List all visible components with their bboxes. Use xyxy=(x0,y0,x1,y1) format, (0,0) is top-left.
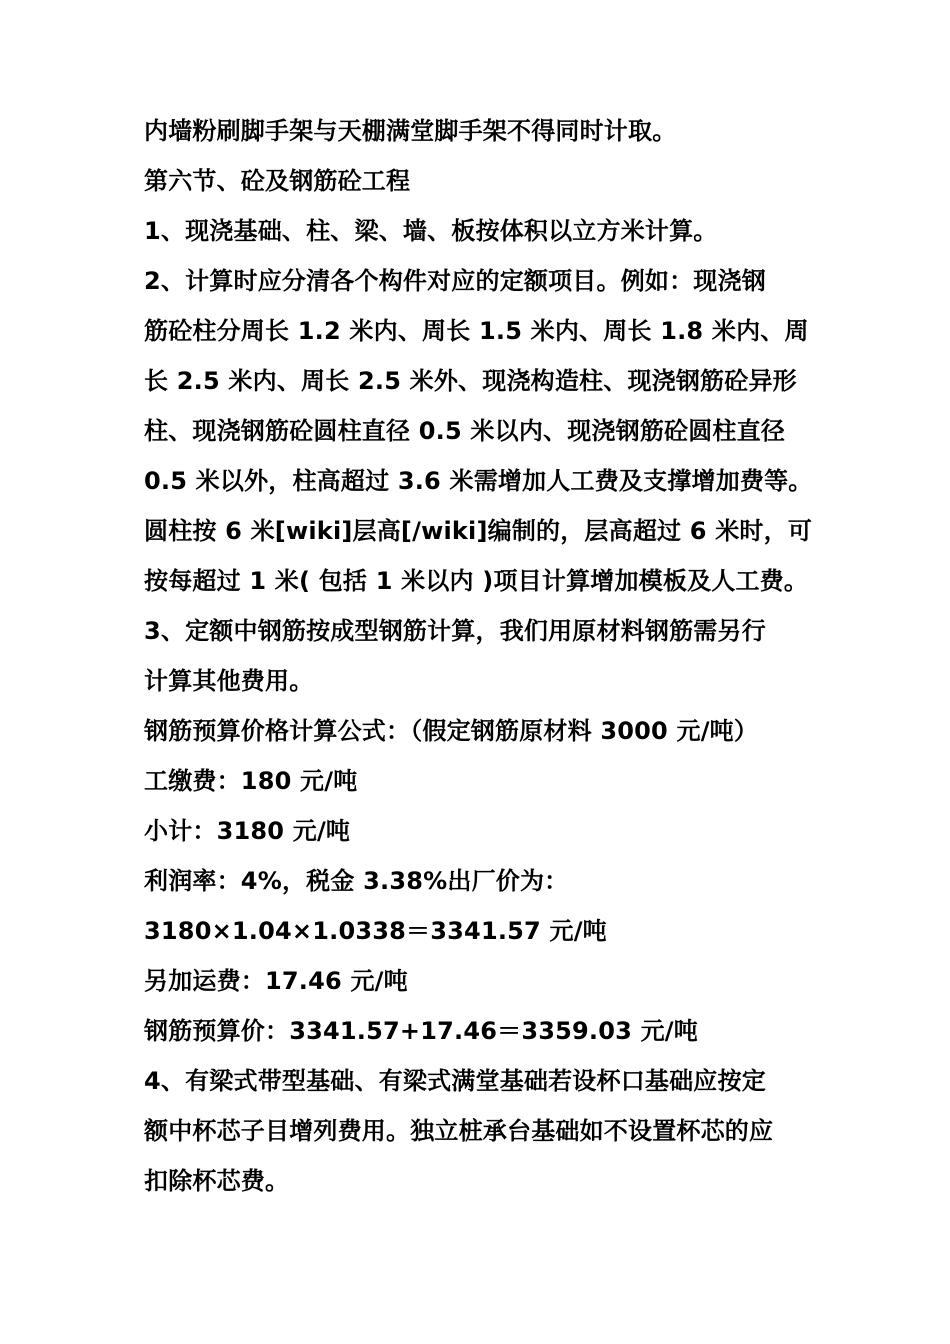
text-line: 2、计算时应分清各个构件对应的定额项目。例如：现浇钢 xyxy=(144,267,766,295)
text-line: 1、现浇基础、柱、梁、墙、板按体积以立方米计算。 xyxy=(144,217,718,245)
text-line: 3、定额中钢筋按成型钢筋计算，我们用原材料钢筋需另行 xyxy=(144,617,766,645)
text-line: 圆柱按 6 米[wiki]层高[/wiki]编制的，层高超过 6 米时，可 xyxy=(144,517,813,545)
text-line: 按每超过 1 米( 包括 1 米以内 )项目计算增加模板及人工费。 xyxy=(144,567,809,595)
text-line: 扣除杯芯费。 xyxy=(144,1167,290,1195)
formula-line: 3180×1.04×1.0338＝3341.57 元/吨 xyxy=(144,917,607,945)
formula-line: 钢筋预算价：3341.57+17.46＝3359.03 元/吨 xyxy=(144,1017,698,1045)
formula-line: 另加运费：17.46 元/吨 xyxy=(144,967,408,995)
document-body xyxy=(144,106,812,1206)
text-line: 4、有梁式带型基础、有梁式满堂基础若设杯口基础应按定 xyxy=(144,1067,766,1095)
formula-heading: 钢筋预算价格计算公式：（假定钢筋原材料 3000 元/吨） xyxy=(144,717,759,745)
section-heading: 第六节、砼及钢筋砼工程 xyxy=(144,167,411,195)
formula-line: 利润率：4%，税金 3.38%出厂价为： xyxy=(144,867,569,895)
formula-line: 工缴费：180 元/吨 xyxy=(144,767,358,795)
text-line: 内墙粉刷脚手架与天棚满堂脚手架不得同时计取。 xyxy=(144,117,677,145)
text-line: 柱、现浇钢筋砼圆柱直径 0.5 米以内、现浇钢筋砼圆柱直径 xyxy=(144,417,786,445)
text-line: 筋砼柱分周长 1.2 米内、周长 1.5 米内、周长 1.8 米内、周 xyxy=(144,317,809,345)
formula-line: 小计：3180 元/吨 xyxy=(144,817,351,845)
text-line: 额中杯芯子目增列费用。独立桩承台基础如不设置杯芯的应 xyxy=(144,1117,774,1145)
text-line: 0.5 米以外，柱高超过 3.6 米需增加人工费及支撑增加费等。 xyxy=(144,467,813,495)
text-line: 长 2.5 米内、周长 2.5 米外、现浇构造柱、现浇钢筋砼异形 xyxy=(144,367,797,395)
text-line: 计算其他费用。 xyxy=(144,667,314,695)
